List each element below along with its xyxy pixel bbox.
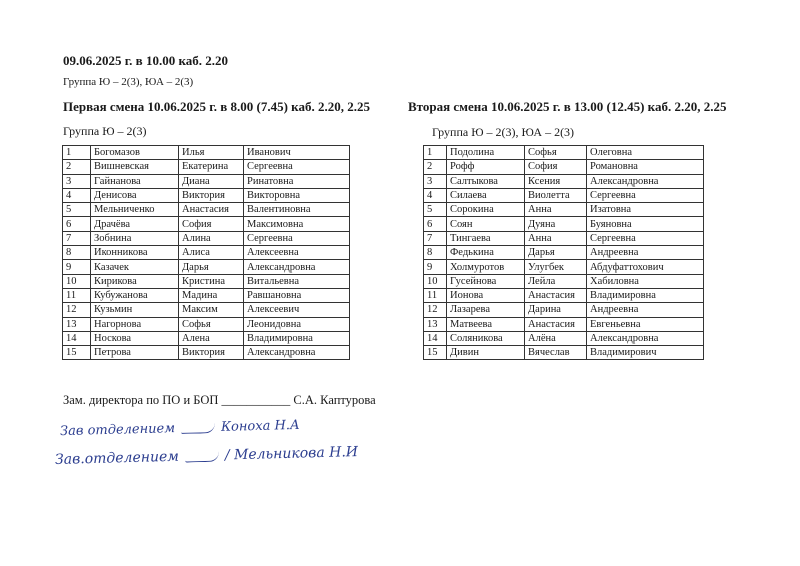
cell-first-name: Лейла: [525, 274, 587, 288]
handwritten-2-name: / Мельникова Н.И: [224, 444, 359, 464]
table-row: [424, 188, 704, 202]
cell-number: 12: [424, 303, 447, 317]
cell-patronymic: Романовна: [587, 160, 704, 174]
cell-number: 11: [63, 288, 91, 302]
cell-first-name: Диана: [179, 174, 244, 188]
shift1-roster-body: [63, 146, 350, 360]
shift1-group-label: Группа Ю – 2(3): [63, 124, 147, 138]
cell-patronymic: Владимировна: [587, 288, 704, 302]
cell-patronymic: Викторовна: [244, 188, 350, 202]
cell-surname: Дивин: [447, 346, 525, 360]
shift2-group-label: Группа Ю – 2(3), ЮА – 2(3): [432, 125, 575, 139]
cell-number: 9: [63, 260, 91, 274]
handwritten-signature-2: [55, 443, 358, 468]
cell-patronymic: Алексеевич: [244, 303, 350, 317]
table-row: [424, 231, 704, 245]
cell-surname: Тингаева: [447, 231, 525, 245]
table-row: [63, 188, 350, 202]
handwritten-1-name: Коноха Н.А: [220, 417, 301, 435]
table-row: [63, 231, 350, 245]
cell-number: 2: [63, 160, 91, 174]
cell-first-name: Алина: [179, 231, 244, 245]
exam-date-line: 09.06.2025 г. в 10.00 каб. 2.20: [63, 53, 229, 68]
cell-number: 2: [424, 160, 447, 174]
table-row: [63, 274, 350, 288]
shift2-roster-table: [423, 145, 704, 360]
cell-surname: Гусейнова: [447, 274, 525, 288]
cell-surname: Соян: [447, 217, 525, 231]
cell-patronymic: Сергеевна: [244, 231, 350, 245]
cell-first-name: София: [179, 217, 244, 231]
cell-patronymic: Ринатовна: [244, 174, 350, 188]
cell-surname: Нагорнова: [91, 317, 179, 331]
cell-first-name: Виолетта: [525, 188, 587, 202]
shift2-title: Вторая смена 10.06.2025 г. в 13.00 (12.45) каб. 2.20, 2.25: [408, 99, 727, 114]
cell-patronymic: Максимовна: [244, 217, 350, 231]
cell-patronymic: Владимирович: [587, 346, 704, 360]
table-row: [424, 346, 704, 360]
cell-first-name: Мадина: [179, 288, 244, 302]
groups-line: Группа Ю – 2(3), ЮА – 2(3): [63, 76, 194, 88]
cell-number: 1: [424, 146, 447, 160]
cell-number: 8: [424, 246, 447, 260]
cell-number: 3: [424, 174, 447, 188]
cell-number: 12: [63, 303, 91, 317]
cell-first-name: Алиса: [179, 246, 244, 260]
cell-first-name: София: [525, 160, 587, 174]
cell-first-name: Дарья: [525, 246, 587, 260]
signature-scribble: [185, 447, 219, 463]
cell-patronymic: Леонидовна: [244, 317, 350, 331]
cell-patronymic: Иванович: [244, 146, 350, 160]
cell-first-name: Софья: [525, 146, 587, 160]
table-row: [424, 246, 704, 260]
cell-surname: Денисова: [91, 188, 179, 202]
cell-first-name: Анастасия: [525, 288, 587, 302]
cell-surname: Богомазов: [91, 146, 179, 160]
cell-first-name: Улугбек: [525, 260, 587, 274]
cell-surname: Драчёва: [91, 217, 179, 231]
cell-surname: Ионова: [447, 288, 525, 302]
cell-first-name: Виктория: [179, 188, 244, 202]
cell-patronymic: Изатовна: [587, 203, 704, 217]
cell-surname: Казачек: [91, 260, 179, 274]
cell-surname: Холмуротов: [447, 260, 525, 274]
cell-number: 14: [424, 331, 447, 345]
cell-patronymic: Александровна: [587, 331, 704, 345]
cell-number: 9: [424, 260, 447, 274]
cell-number: 10: [63, 274, 91, 288]
cell-number: 1: [63, 146, 91, 160]
cell-patronymic: Сергеевна: [244, 160, 350, 174]
cell-first-name: Дарина: [525, 303, 587, 317]
cell-number: 4: [63, 188, 91, 202]
cell-number: 6: [424, 217, 447, 231]
cell-number: 14: [63, 331, 91, 345]
cell-number: 15: [424, 346, 447, 360]
cell-surname: Подолина: [447, 146, 525, 160]
cell-first-name: Алена: [179, 331, 244, 345]
cell-patronymic: Александровна: [244, 346, 350, 360]
cell-surname: Иконникова: [91, 246, 179, 260]
cell-patronymic: Валентиновна: [244, 203, 350, 217]
cell-surname: Федькина: [447, 246, 525, 260]
cell-number: 10: [424, 274, 447, 288]
cell-surname: Мельниченко: [91, 203, 179, 217]
table-row: [424, 203, 704, 217]
table-row: [424, 288, 704, 302]
table-row: [424, 146, 704, 160]
cell-surname: Силаева: [447, 188, 525, 202]
table-row: [63, 160, 350, 174]
cell-surname: Матвеева: [447, 317, 525, 331]
cell-surname: Петрова: [91, 346, 179, 360]
cell-first-name: Дуяна: [525, 217, 587, 231]
table-row: [63, 217, 350, 231]
cell-number: 15: [63, 346, 91, 360]
cell-first-name: Вячеслав: [525, 346, 587, 360]
table-row: [424, 274, 704, 288]
table-row: [424, 174, 704, 188]
cell-number: 7: [63, 231, 91, 245]
cell-first-name: Анастасия: [525, 317, 587, 331]
table-row: [63, 246, 350, 260]
cell-patronymic: Евгеньевна: [587, 317, 704, 331]
cell-surname: Рофф: [447, 160, 525, 174]
cell-surname: Зобнина: [91, 231, 179, 245]
cell-number: 13: [424, 317, 447, 331]
cell-first-name: Софья: [179, 317, 244, 331]
cell-number: 5: [63, 203, 91, 217]
cell-first-name: Анна: [525, 203, 587, 217]
cell-surname: Кубужанова: [91, 288, 179, 302]
cell-number: 5: [424, 203, 447, 217]
table-row: [424, 331, 704, 345]
cell-patronymic: Владимировна: [244, 331, 350, 345]
table-row: [424, 260, 704, 274]
table-row: [424, 217, 704, 231]
cell-first-name: Екатерина: [179, 160, 244, 174]
cell-first-name: Анастасия: [179, 203, 244, 217]
cell-first-name: Илья: [179, 146, 244, 160]
cell-first-name: Максим: [179, 303, 244, 317]
deputy-director-signature-line: Зам. директора по ПО и БОП ___________ С.А. Каптурова: [63, 393, 376, 407]
cell-patronymic: Абдуфаттохович: [587, 260, 704, 274]
cell-surname: Лазарева: [447, 303, 525, 317]
cell-patronymic: Сергеевна: [587, 188, 704, 202]
cell-patronymic: Алексеевна: [244, 246, 350, 260]
cell-number: 11: [424, 288, 447, 302]
shift2-roster-body: [424, 146, 704, 360]
cell-number: 7: [424, 231, 447, 245]
cell-patronymic: Андреевна: [587, 303, 704, 317]
cell-patronymic: Витальевна: [244, 274, 350, 288]
handwritten-2-title: Зав.отделением: [54, 448, 180, 468]
cell-first-name: Алёна: [525, 331, 587, 345]
table-row: [63, 317, 350, 331]
cell-patronymic: Олеговна: [587, 146, 704, 160]
cell-patronymic: Хабиловна: [587, 274, 704, 288]
cell-first-name: Анна: [525, 231, 587, 245]
cell-number: 8: [63, 246, 91, 260]
cell-number: 13: [63, 317, 91, 331]
shift1-roster-table: [62, 145, 350, 360]
table-row: [63, 260, 350, 274]
cell-surname: Сорокина: [447, 203, 525, 217]
cell-patronymic: Александровна: [244, 260, 350, 274]
table-row: [63, 346, 350, 360]
cell-surname: Гайнанова: [91, 174, 179, 188]
cell-surname: Кирикова: [91, 274, 179, 288]
cell-number: 6: [63, 217, 91, 231]
cell-patronymic: Сергеевна: [587, 231, 704, 245]
cell-patronymic: Александровна: [587, 174, 704, 188]
table-row: [63, 303, 350, 317]
handwritten-signature-1: [60, 416, 300, 439]
cell-surname: Кузьмин: [91, 303, 179, 317]
cell-patronymic: Буяновна: [587, 217, 704, 231]
shift1-title: Первая смена 10.06.2025 г. в 8.00 (7.45) каб. 2.20, 2.25: [63, 99, 370, 114]
table-row: [424, 303, 704, 317]
cell-first-name: Ксения: [525, 174, 587, 188]
cell-first-name: Виктория: [179, 346, 244, 360]
table-row: [63, 203, 350, 217]
cell-surname: Вишневская: [91, 160, 179, 174]
table-row: [63, 288, 350, 302]
cell-first-name: Дарья: [179, 260, 244, 274]
handwritten-1-title: Зав отделением: [59, 421, 176, 440]
cell-surname: Соляникова: [447, 331, 525, 345]
table-row: [63, 331, 350, 345]
cell-number: 3: [63, 174, 91, 188]
signature-scribble: [181, 418, 215, 434]
table-row: [424, 160, 704, 174]
cell-patronymic: Андреевна: [587, 246, 704, 260]
table-row: [63, 174, 350, 188]
cell-number: 4: [424, 188, 447, 202]
table-row: [424, 317, 704, 331]
cell-surname: Носкова: [91, 331, 179, 345]
cell-first-name: Кристина: [179, 274, 244, 288]
cell-surname: Салтыкова: [447, 174, 525, 188]
cell-patronymic: Равшановна: [244, 288, 350, 302]
table-row: [63, 146, 350, 160]
